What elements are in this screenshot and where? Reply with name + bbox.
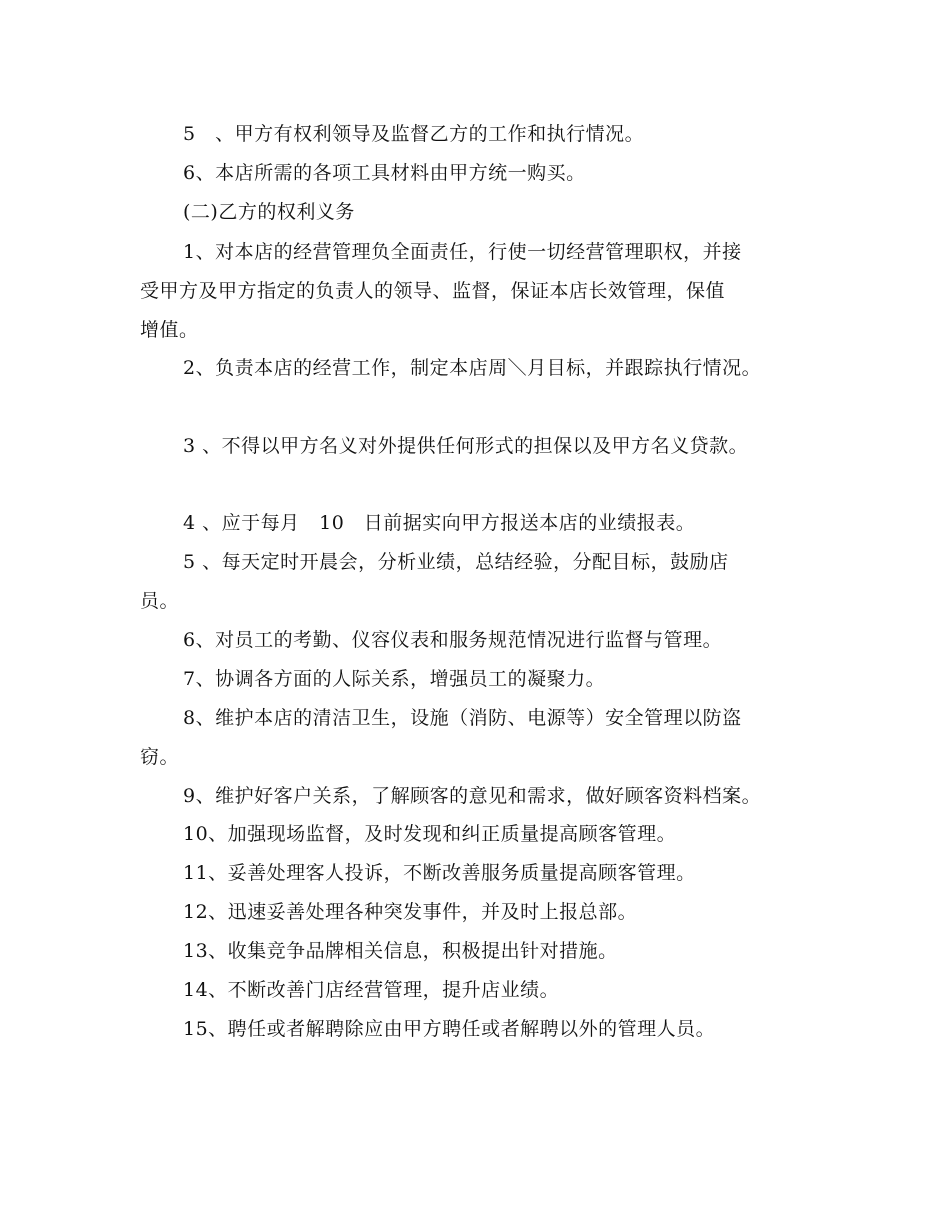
paragraph-line: 10、加强现场监督，及时发现和纠正质量提高顾客管理。 bbox=[183, 823, 677, 845]
paragraph-line: 5 、甲方有权利领导及监督乙方的工作和执行情况。 bbox=[183, 123, 645, 145]
paragraph-line: 员。 bbox=[140, 590, 180, 612]
paragraph-line: 8、维护本店的清洁卫生，设施（消防、电源等）安全管理以防盗 bbox=[183, 707, 742, 729]
paragraph-line: 3 、不得以甲方名义对外提供任何形式的担保以及甲方名义贷款。 bbox=[183, 435, 749, 457]
paragraph-line: 受甲方及甲方指定的负责人的领导、监督，保证本店长效管理，保值 bbox=[140, 280, 726, 302]
paragraph-line: 13、收集竞争品牌相关信息，积极提出针对措施。 bbox=[183, 940, 618, 962]
paragraph-line: 1、对本店的经营管理负全面责任，行使一切经营管理职权，并接 bbox=[183, 241, 742, 263]
paragraph-line: 15、聘任或者解聘除应由甲方聘任或者解聘以外的管理人员。 bbox=[183, 1018, 716, 1040]
section-heading: (二)乙方的权利义务 bbox=[183, 201, 355, 223]
paragraph-line: 5 、每天定时开晨会，分析业绩，总结经验，分配目标，鼓励店 bbox=[183, 551, 729, 573]
paragraph-line: 6、本店所需的各项工具材料由甲方统一购买。 bbox=[183, 162, 586, 184]
paragraph-line: 12、迅速妥善处理各种突发事件，并及时上报总部。 bbox=[183, 901, 638, 923]
paragraph-line: 7、协调各方面的人际关系，增强员工的凝聚力。 bbox=[183, 668, 606, 690]
paragraph-line: 6、对员工的考勤、仪容仪表和服务规范情况进行监督与管理。 bbox=[183, 629, 723, 651]
paragraph-line: 4 、应于每月 10 日前据实向甲方报送本店的业绩报表。 bbox=[183, 512, 696, 534]
paragraph-line: 增值。 bbox=[140, 319, 199, 341]
paragraph-line: 14、不断改善门店经营管理，提升店业绩。 bbox=[183, 979, 560, 1001]
paragraph-line: 11、妥善处理客人投诉，不断改善服务质量提高顾客管理。 bbox=[183, 862, 696, 884]
paragraph-line: 窃。 bbox=[140, 746, 180, 768]
paragraph-line: 9、维护好客户关系，了解顾客的意见和需求，做好顾客资料档案。 bbox=[183, 785, 762, 807]
paragraph-line: 2、负责本店的经营工作，制定本店周＼月目标，并跟踪执行情况。 bbox=[183, 357, 762, 379]
